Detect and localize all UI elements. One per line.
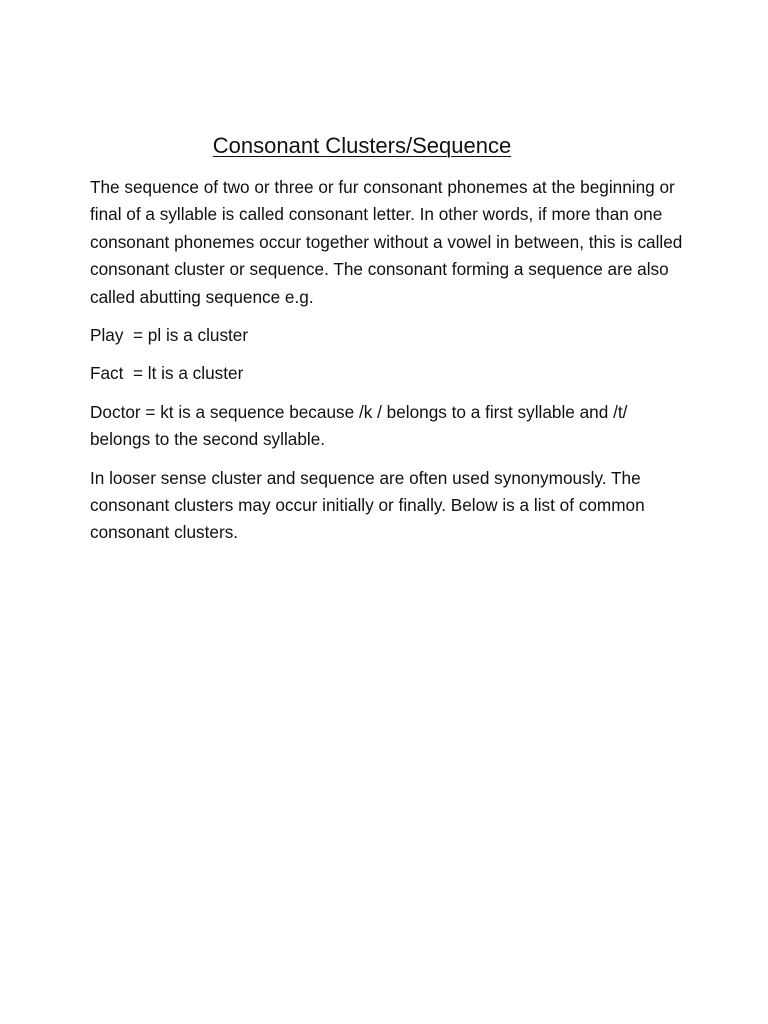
paragraph-definition: The sequence of two or three or fur consonant phonemes at the beginning or final of a syllable is called consonant letter. In other words, if more than one consonant phonemes occur together without a vowel in between, this is called consonant cluster or sequence. The consonant forming a sequence are also called abutting sequence e.g. xyxy=(90,177,688,307)
document-body xyxy=(90,174,690,558)
paragraph-usage: In looser sense cluster and sequence are often used synonymously. The consonant clusters may occur initially or finally. Below is a list of common consonant clusters. xyxy=(90,467,650,543)
document-title: Consonant Clusters/Sequence xyxy=(212,133,512,158)
example-doctor: Doctor = kt is a sequence because /k / belongs to a first syllable and /t/ belongs to the second syllable. xyxy=(90,401,633,450)
example-fact: Fact = lt is a cluster xyxy=(90,363,244,384)
example-play: Play = pl is a cluster xyxy=(90,325,249,346)
